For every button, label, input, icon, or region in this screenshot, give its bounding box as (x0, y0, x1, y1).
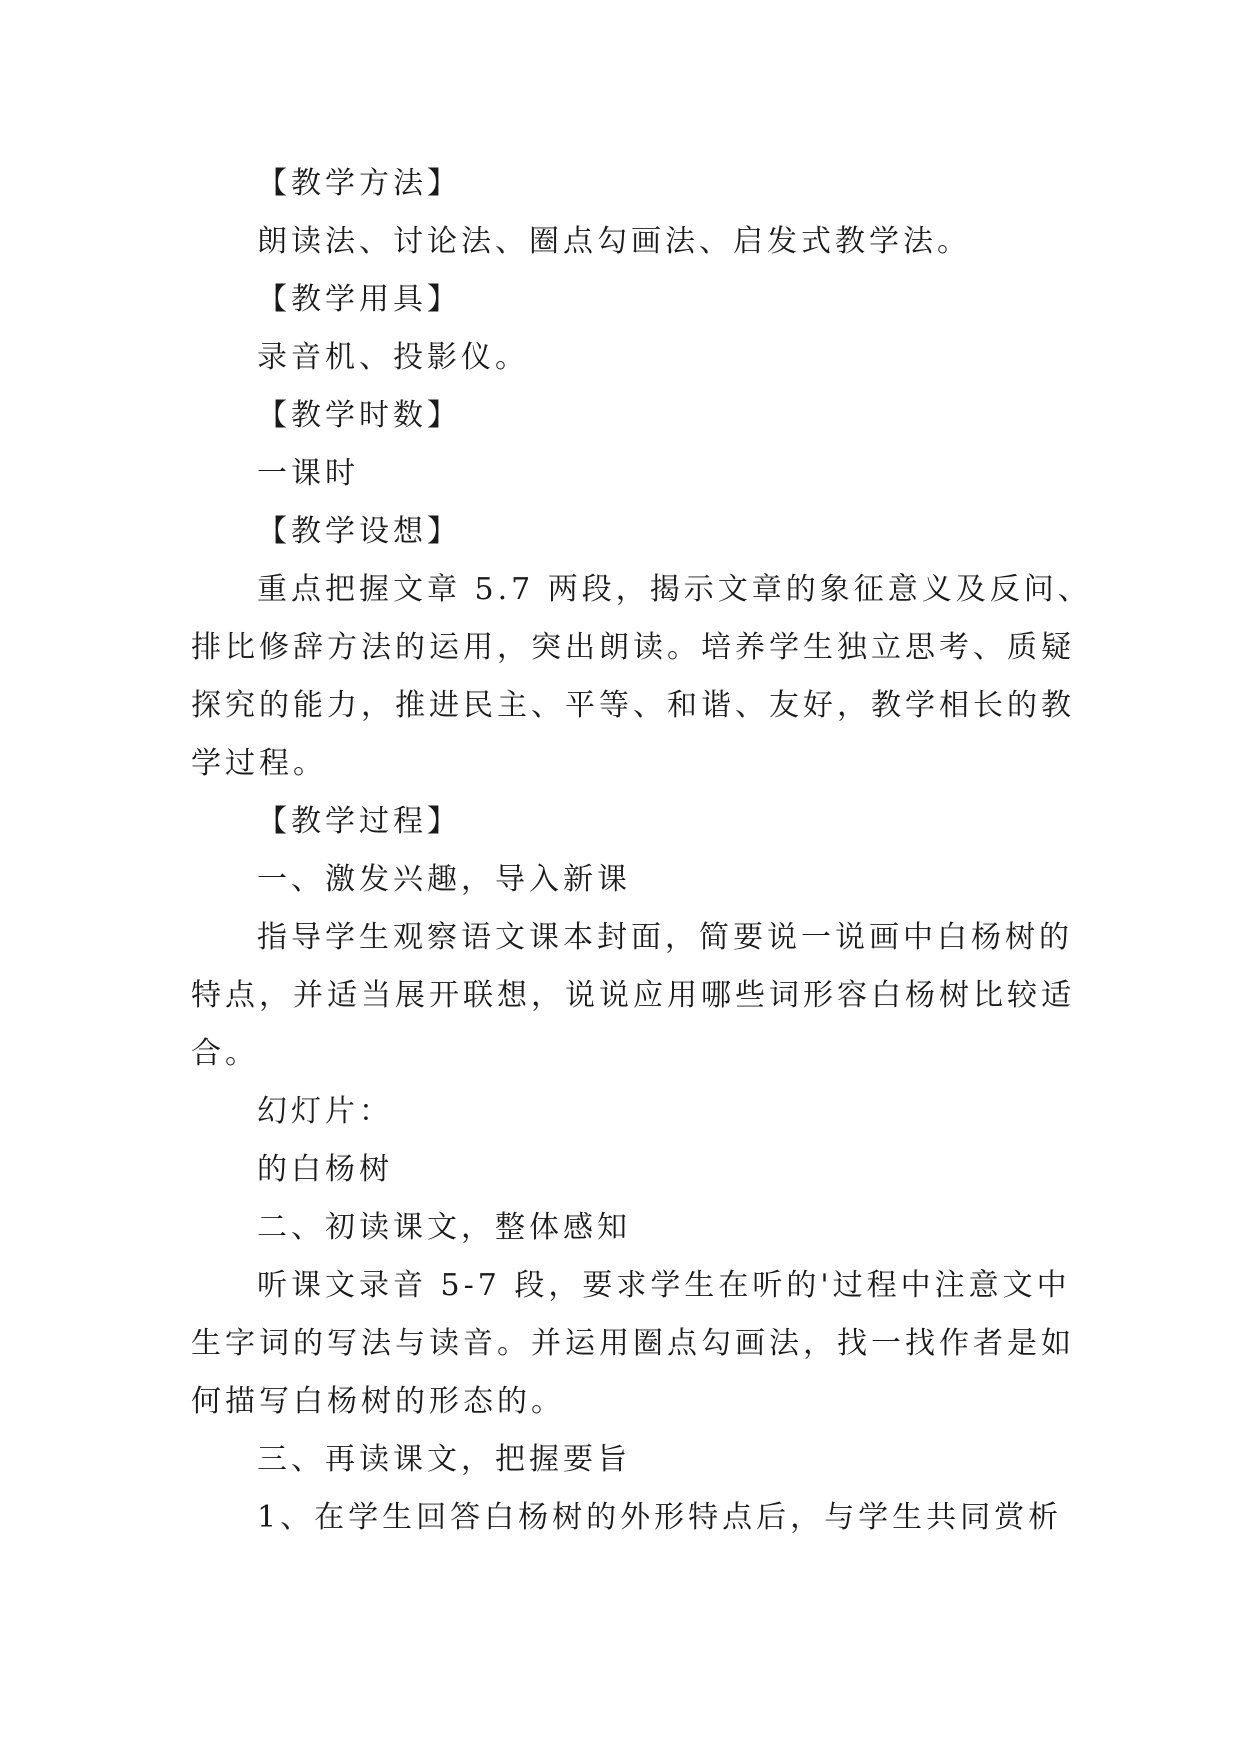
paragraph-line: 生字词的写法与读音。并运用圈点勾画法，找一找作者是如 (191, 1326, 1075, 1361)
paragraph-line: 合。 (191, 1036, 259, 1071)
slide-label: 幻灯片： (257, 1094, 393, 1129)
slide-text: 的白杨树 (257, 1152, 393, 1187)
paragraph-line: 听课文录音 5-7 段，要求学生在听的'过程中注意文中 (257, 1268, 1071, 1303)
step3-item-1: 1、在学生回答白杨树的外形特点后，与学生共同赏析 (257, 1500, 1063, 1535)
step3-title: 三、再读课文，把握要旨 (257, 1442, 631, 1477)
paragraph-line: 重点把握文章 5.7 两段，揭示文章的象征意义及反问、 (257, 572, 1092, 607)
section-heading-teaching-idea: 【教学设想】 (257, 514, 461, 549)
section-text-teaching-tools: 录音机、投影仪。 (257, 340, 529, 375)
paragraph-step1 (191, 909, 1075, 1083)
paragraph-line: 探究的能力，推进民主、平等、和谐、友好，教学相长的教 (191, 688, 1075, 723)
section-heading-teaching-process: 【教学过程】 (257, 804, 461, 839)
step1-title: 一、激发兴趣，导入新课 (257, 862, 631, 897)
section-heading-teaching-method: 【教学方法】 (257, 166, 461, 201)
section-text-teaching-hours: 一课时 (257, 456, 359, 491)
step2-title: 二、初读课文，整体感知 (257, 1210, 631, 1245)
paragraph-line: 何描写白杨树的形态的。 (191, 1384, 565, 1419)
paragraph-teaching-idea (191, 561, 1092, 793)
document-body (191, 155, 1092, 1547)
paragraph-line: 特点，并适当展开联想，说说应用哪些词形容白杨树比较适 (191, 978, 1075, 1013)
paragraph-step2 (191, 1257, 1075, 1431)
section-heading-teaching-hours: 【教学时数】 (257, 398, 461, 433)
paragraph-line: 学过程。 (191, 746, 327, 781)
paragraph-line: 指导学生观察语文课本封面，简要说一说画中白杨树的 (257, 920, 1073, 955)
section-heading-teaching-tools: 【教学用具】 (257, 282, 461, 317)
paragraph-line: 排比修辞方法的运用，突出朗读。培养学生独立思考、质疑 (191, 630, 1075, 665)
section-text-teaching-method: 朗读法、讨论法、圈点勾画法、启发式教学法。 (257, 224, 971, 259)
